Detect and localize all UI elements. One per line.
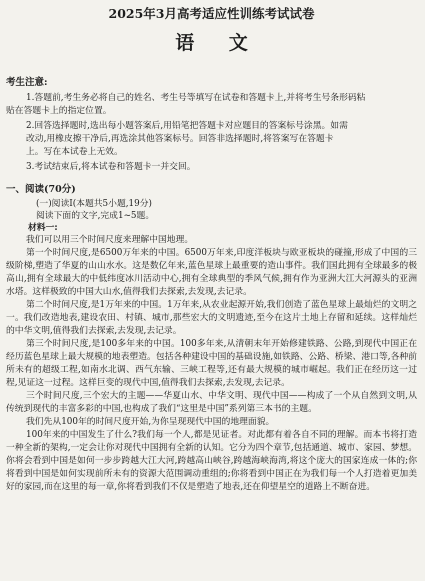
passage-paragraph: 100年来的中国发生了什么?我们每一个人,都是见证者。对此都有着各自不同的理解。而本书将打造一种全新的架构,一定会让你对现代中国拥有全新的认知。它分为四个章节,包括通道、城市、家园、梦想。你将会看到中国是如何一步步跨越大江大河,跨越高山峡谷,跨越海峡海湾,将这个庞大的国家连成一体的;你将看到中国是如何实现前所未有的资源大范围调动重组的;你将看到中国正在为我们每一个人打造着更加美好的家园,而在这里的每一章,你将看到我们不仅是塑造了地表,还在仰望星空的道路上不断奋进。 (6, 430, 417, 492)
passage-paragraph: 第一个时间尺度,是6500万年来的中国。6500万年来,印度洋板块与欧亚板块的碰撞,形成了中国的三级阶梯,塑造了华夏的山山水水。这是数亿年来,蓝色星球上最重要的造山事件。我们国此拥有全球最多的极高山,拥有全球最大的中低纬度冰川活动中心,拥有全球典型的季风气候,拥有作为亚洲大江大河源头的亚洲水塔。这样极致的中国大山水,值得我们去探索,去发现,去记录。 (6, 248, 417, 297)
note-item (6, 92, 417, 118)
notes-title: 考生注意: (6, 77, 48, 88)
note-line: 上。写在本试卷上无效。 (26, 147, 123, 157)
section-heading: 一、阅读(70分) (6, 184, 76, 195)
note-item (6, 120, 417, 159)
note-line: 改动,用橡皮擦干净后,再选涂其他答案标号。回答非选择题时,将答案写在答题卡 (26, 134, 334, 144)
section-instruction: 阅读下面的文字,完成1~5题。 (36, 211, 155, 221)
section-subheading: (一)阅读Ⅰ(本题共5小题,19分) (36, 199, 152, 209)
reading-passage (6, 234, 417, 494)
subject-title: 语 文 (175, 32, 262, 54)
material-label: 材料一: (28, 223, 58, 233)
passage-paragraph: 第二个时间尺度,是1万年来的中国。1万年来,从农业起源开始,我们创造了蓝色星球上最灿烂的文明之一。我们改造地表,建设农田、村镇、城市,那些宏大的文明遗迹,至今在这片土地上存留和延续。这样灿烂的中华文明,值得我们去探索,去发现,去记录。 (6, 300, 417, 336)
exam-title: 2025年3月高考适应性训练考试试卷 (108, 6, 315, 21)
note-line: 贴在答题卡上的指定位置。 (6, 106, 112, 116)
note-item (6, 161, 417, 174)
passage-paragraph: 我们先从100年的时间尺度开始,为你呈现现代中国的地理面貌。 (26, 417, 275, 427)
note-line: 1.答题前,考生务必将自己的姓名、考生号等填写在试卷和答题卡上,并将考生号条形码粘 (26, 93, 366, 103)
passage-paragraph: 三个时间尺度,三个宏大的主题——华夏山水、中华文明、现代中国——构成了一个从自然到文明,从传统到现代的丰富多彩的中国,也构成了我们“这里是中国”系列第三本书的主题。 (6, 391, 417, 414)
note-line: 2.回答选择题时,选出每小题答案后,用铅笔把答题卡对应题目的答案标号涂黑。如需 (26, 121, 348, 131)
passage-paragraph: 我们可以用三个时间尺度来理解中国地理。 (26, 235, 194, 245)
note-line: 3.考试结束后,将本试卷和答题卡一并交回。 (26, 162, 196, 172)
passage-paragraph: 第三个时间尺度,是100多年来的中国。100多年来,从清朝末年开始修建铁路、公路,到现代中国正在经历蓝色星球上最大规模的地表塑造。包括各种建设中国的基础设施,如铁路、公路、桥梁、港口等,各种前所未有的超级工程,如南水北调、西气东输、三峡工程等,还有最大规模的城市崛起。我们正在经历这一过程,见证这一过程。这样巨变的现代中国,值得我们去探索,去发现,去记录。 (6, 339, 417, 388)
exam-notes (6, 77, 417, 174)
